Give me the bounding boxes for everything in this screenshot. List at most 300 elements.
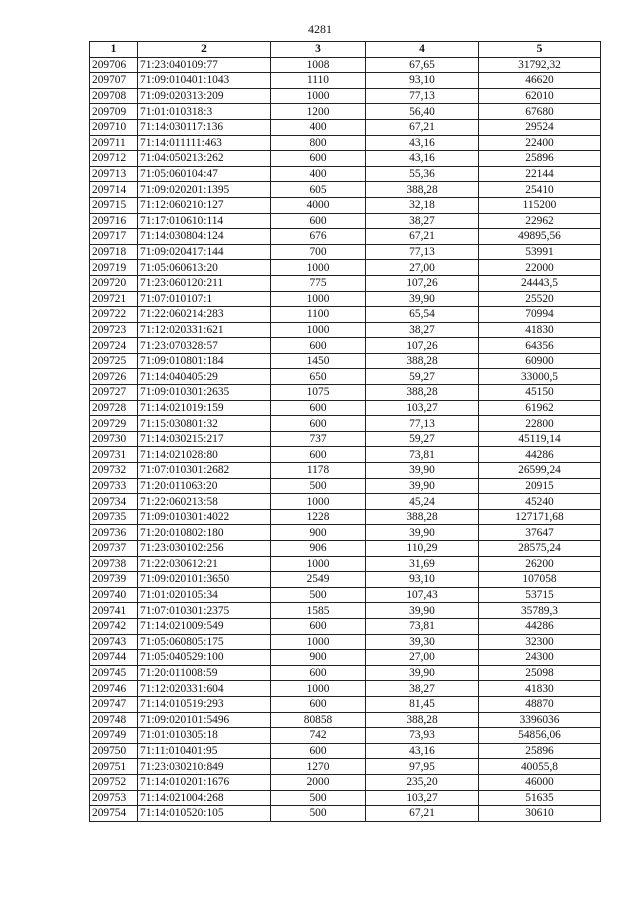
amount-value: 53715 <box>479 587 601 603</box>
row-id: 209708 <box>90 88 138 104</box>
row-id: 209747 <box>90 696 138 712</box>
row-id: 209753 <box>90 790 138 806</box>
rate-value: 38,27 <box>366 213 479 229</box>
table-row <box>90 774 601 790</box>
row-id: 209725 <box>90 353 138 369</box>
table-row <box>90 478 601 494</box>
cadastral-number: 71:14:021009:549 <box>138 618 271 634</box>
row-id: 209711 <box>90 135 138 151</box>
cadastral-number: 71:09:020201:1395 <box>138 182 271 198</box>
rate-value: 45,24 <box>366 494 479 510</box>
table-row <box>90 431 601 447</box>
cadastral-number: 71:09:010301:2635 <box>138 385 271 401</box>
rate-value: 67,65 <box>366 57 479 73</box>
area-value: 600 <box>271 665 366 681</box>
area-value: 600 <box>271 213 366 229</box>
amount-value: 127171,68 <box>479 509 601 525</box>
area-value: 650 <box>271 369 366 385</box>
area-value: 500 <box>271 587 366 603</box>
cadastral-number: 71:14:021028:80 <box>138 447 271 463</box>
table-row <box>90 119 601 135</box>
cadastral-number: 71:01:010318:3 <box>138 104 271 120</box>
table-row <box>90 712 601 728</box>
header-row <box>90 42 601 58</box>
rate-value: 39,90 <box>366 603 479 619</box>
area-value: 4000 <box>271 197 366 213</box>
area-value: 775 <box>271 275 366 291</box>
rate-value: 43,16 <box>366 151 479 167</box>
area-value: 1585 <box>271 603 366 619</box>
cadastral-number: 71:05:060104:47 <box>138 166 271 182</box>
cadastral-number: 71:14:021004:268 <box>138 790 271 806</box>
cadastral-number: 71:23:040109:77 <box>138 57 271 73</box>
table-row <box>90 229 601 245</box>
amount-value: 61962 <box>479 400 601 416</box>
rate-value: 388,28 <box>366 385 479 401</box>
row-id: 209752 <box>90 774 138 790</box>
table-body <box>90 57 601 821</box>
area-value: 900 <box>271 525 366 541</box>
rate-value: 67,21 <box>366 806 479 822</box>
row-id: 209750 <box>90 743 138 759</box>
table-row <box>90 525 601 541</box>
rate-value: 39,30 <box>366 634 479 650</box>
row-id: 209721 <box>90 291 138 307</box>
cadastral-number: 71:22:060214:283 <box>138 307 271 323</box>
row-id: 209735 <box>90 509 138 525</box>
cadastral-number: 71:17:010610:114 <box>138 213 271 229</box>
cadastral-number: 71:22:030612:21 <box>138 556 271 572</box>
rate-value: 77,13 <box>366 416 479 432</box>
amount-value: 70994 <box>479 307 601 323</box>
rate-value: 59,27 <box>366 369 479 385</box>
rate-value: 39,90 <box>366 291 479 307</box>
rate-value: 107,43 <box>366 587 479 603</box>
area-value: 2000 <box>271 774 366 790</box>
table-row <box>90 197 601 213</box>
cadastral-number: 71:20:010802:180 <box>138 525 271 541</box>
amount-value: 46620 <box>479 73 601 89</box>
cadastral-number: 71:14:010520:105 <box>138 806 271 822</box>
table-row <box>90 275 601 291</box>
amount-value: 28575,24 <box>479 541 601 557</box>
cadastral-number: 71:07:010301:2682 <box>138 463 271 479</box>
cadastral-number: 71:14:030804:124 <box>138 229 271 245</box>
row-id: 209724 <box>90 338 138 354</box>
amount-value: 24443,5 <box>479 275 601 291</box>
row-id: 209751 <box>90 759 138 775</box>
cadastral-number: 71:14:010201:1676 <box>138 774 271 790</box>
area-value: 742 <box>271 728 366 744</box>
amount-value: 25896 <box>479 743 601 759</box>
table-row <box>90 728 601 744</box>
rate-value: 110,29 <box>366 541 479 557</box>
row-id: 209748 <box>90 712 138 728</box>
column-header: 1 <box>90 42 138 58</box>
row-id: 209719 <box>90 260 138 276</box>
cadastral-number: 71:23:070328:57 <box>138 338 271 354</box>
area-value: 700 <box>271 244 366 260</box>
rate-value: 388,28 <box>366 182 479 198</box>
cadastral-number: 71:09:010301:4022 <box>138 509 271 525</box>
area-value: 1000 <box>271 681 366 697</box>
row-id: 209743 <box>90 634 138 650</box>
area-value: 800 <box>271 135 366 151</box>
area-value: 1000 <box>271 88 366 104</box>
cadastral-number: 71:14:030117:136 <box>138 119 271 135</box>
amount-value: 44286 <box>479 447 601 463</box>
amount-value: 45240 <box>479 494 601 510</box>
row-id: 209726 <box>90 369 138 385</box>
table-row <box>90 244 601 260</box>
area-value: 80858 <box>271 712 366 728</box>
rate-value: 107,26 <box>366 338 479 354</box>
amount-value: 67680 <box>479 104 601 120</box>
table-row <box>90 463 601 479</box>
area-value: 737 <box>271 431 366 447</box>
cadastral-number: 71:14:010519:293 <box>138 696 271 712</box>
rate-value: 59,27 <box>366 431 479 447</box>
row-id: 209720 <box>90 275 138 291</box>
table-row <box>90 572 601 588</box>
area-value: 1000 <box>271 556 366 572</box>
amount-value: 107058 <box>479 572 601 588</box>
area-value: 1178 <box>271 463 366 479</box>
table-row <box>90 353 601 369</box>
amount-value: 41830 <box>479 681 601 697</box>
area-value: 1450 <box>271 353 366 369</box>
amount-value: 31792,32 <box>479 57 601 73</box>
rate-value: 27,00 <box>366 650 479 666</box>
cadastral-number: 71:12:020331:604 <box>138 681 271 697</box>
row-id: 209715 <box>90 197 138 213</box>
cadastral-number: 71:14:011111:463 <box>138 135 271 151</box>
rate-value: 97,95 <box>366 759 479 775</box>
rate-value: 93,10 <box>366 73 479 89</box>
table-row <box>90 494 601 510</box>
rate-value: 39,90 <box>366 665 479 681</box>
row-id: 209713 <box>90 166 138 182</box>
area-value: 600 <box>271 743 366 759</box>
table-row <box>90 541 601 557</box>
cadastral-number: 71:14:021019:159 <box>138 400 271 416</box>
amount-value: 37647 <box>479 525 601 541</box>
row-id: 209728 <box>90 400 138 416</box>
cadastral-number: 71:07:010301:2375 <box>138 603 271 619</box>
table-row <box>90 618 601 634</box>
row-id: 209732 <box>90 463 138 479</box>
rate-value: 388,28 <box>366 353 479 369</box>
table-row <box>90 806 601 822</box>
table-row <box>90 135 601 151</box>
area-value: 1200 <box>271 104 366 120</box>
table-row <box>90 57 601 73</box>
rate-value: 103,27 <box>366 400 479 416</box>
row-id: 209738 <box>90 556 138 572</box>
amount-value: 22144 <box>479 166 601 182</box>
column-header: 4 <box>366 42 479 58</box>
table-row <box>90 73 601 89</box>
row-id: 209746 <box>90 681 138 697</box>
amount-value: 44286 <box>479 618 601 634</box>
amount-value: 49895,56 <box>479 229 601 245</box>
row-id: 209736 <box>90 525 138 541</box>
rate-value: 235,20 <box>366 774 479 790</box>
rate-value: 73,93 <box>366 728 479 744</box>
table-row <box>90 743 601 759</box>
column-header: 3 <box>271 42 366 58</box>
table-row <box>90 603 601 619</box>
row-id: 209710 <box>90 119 138 135</box>
area-value: 1110 <box>271 73 366 89</box>
amount-value: 45119,14 <box>479 431 601 447</box>
rate-value: 77,13 <box>366 244 479 260</box>
amount-value: 26200 <box>479 556 601 572</box>
row-id: 209744 <box>90 650 138 666</box>
area-value: 400 <box>271 119 366 135</box>
row-id: 209740 <box>90 587 138 603</box>
table-row <box>90 556 601 572</box>
table-row <box>90 166 601 182</box>
cadastral-number: 71:09:020101:3650 <box>138 572 271 588</box>
rate-value: 388,28 <box>366 712 479 728</box>
rate-value: 67,21 <box>366 119 479 135</box>
cadastral-number: 71:23:030210:849 <box>138 759 271 775</box>
rate-value: 56,40 <box>366 104 479 120</box>
table-row <box>90 650 601 666</box>
table-row <box>90 759 601 775</box>
table-row <box>90 151 601 167</box>
row-id: 209731 <box>90 447 138 463</box>
rate-value: 39,90 <box>366 478 479 494</box>
row-id: 209745 <box>90 665 138 681</box>
rate-value: 38,27 <box>366 322 479 338</box>
row-id: 209706 <box>90 57 138 73</box>
table-row <box>90 291 601 307</box>
cadastral-number: 71:01:020105:34 <box>138 587 271 603</box>
rate-value: 77,13 <box>366 88 479 104</box>
row-id: 209723 <box>90 322 138 338</box>
cadastral-number: 71:23:060120:211 <box>138 275 271 291</box>
table-row <box>90 634 601 650</box>
row-id: 209734 <box>90 494 138 510</box>
cadastral-number: 71:12:020331:621 <box>138 322 271 338</box>
area-value: 1100 <box>271 307 366 323</box>
area-value: 1000 <box>271 634 366 650</box>
amount-value: 54856,06 <box>479 728 601 744</box>
rate-value: 388,28 <box>366 509 479 525</box>
area-value: 500 <box>271 478 366 494</box>
cadastral-number: 71:09:020101:5496 <box>138 712 271 728</box>
table-row <box>90 447 601 463</box>
cadastral-number: 71:05:060613:20 <box>138 260 271 276</box>
row-id: 209733 <box>90 478 138 494</box>
table-row <box>90 369 601 385</box>
data-table <box>89 41 601 822</box>
cadastral-number: 71:20:011008:59 <box>138 665 271 681</box>
table-row <box>90 790 601 806</box>
area-value: 1000 <box>271 494 366 510</box>
column-header: 5 <box>479 42 601 58</box>
table-row <box>90 509 601 525</box>
area-value: 600 <box>271 447 366 463</box>
table-row <box>90 322 601 338</box>
amount-value: 20915 <box>479 478 601 494</box>
column-header: 2 <box>138 42 271 58</box>
amount-value: 25410 <box>479 182 601 198</box>
amount-value: 25098 <box>479 665 601 681</box>
row-id: 209718 <box>90 244 138 260</box>
table-row <box>90 213 601 229</box>
cadastral-number: 71:01:010305:18 <box>138 728 271 744</box>
area-value: 600 <box>271 338 366 354</box>
table-row <box>90 696 601 712</box>
cadastral-number: 71:09:020313:209 <box>138 88 271 104</box>
area-value: 600 <box>271 618 366 634</box>
amount-value: 40055,8 <box>479 759 601 775</box>
amount-value: 22000 <box>479 260 601 276</box>
area-value: 1228 <box>271 509 366 525</box>
rate-value: 27,00 <box>366 260 479 276</box>
table-row <box>90 385 601 401</box>
page-number: 4281 <box>308 22 332 36</box>
table-row <box>90 104 601 120</box>
cadastral-number: 71:09:010801:184 <box>138 353 271 369</box>
cadastral-number: 71:22:060213:58 <box>138 494 271 510</box>
row-id: 209730 <box>90 431 138 447</box>
area-value: 600 <box>271 151 366 167</box>
amount-value: 53991 <box>479 244 601 260</box>
cadastral-number: 71:23:030102:256 <box>138 541 271 557</box>
area-value: 600 <box>271 696 366 712</box>
rate-value: 43,16 <box>366 743 479 759</box>
cadastral-number: 71:15:030801:32 <box>138 416 271 432</box>
amount-value: 3396036 <box>479 712 601 728</box>
amount-value: 22962 <box>479 213 601 229</box>
row-id: 209717 <box>90 229 138 245</box>
table-row <box>90 182 601 198</box>
amount-value: 41830 <box>479 322 601 338</box>
table-row <box>90 681 601 697</box>
rate-value: 73,81 <box>366 447 479 463</box>
row-id: 209754 <box>90 806 138 822</box>
area-value: 600 <box>271 400 366 416</box>
rate-value: 65,54 <box>366 307 479 323</box>
amount-value: 60900 <box>479 353 601 369</box>
amount-value: 115200 <box>479 197 601 213</box>
amount-value: 25896 <box>479 151 601 167</box>
rate-value: 38,27 <box>366 681 479 697</box>
amount-value: 26599,24 <box>479 463 601 479</box>
row-id: 209716 <box>90 213 138 229</box>
row-id: 209722 <box>90 307 138 323</box>
cadastral-number: 71:20:011063:20 <box>138 478 271 494</box>
row-id: 209707 <box>90 73 138 89</box>
area-value: 2549 <box>271 572 366 588</box>
rate-value: 93,10 <box>366 572 479 588</box>
rate-value: 39,90 <box>366 525 479 541</box>
amount-value: 29524 <box>479 119 601 135</box>
rate-value: 81,45 <box>366 696 479 712</box>
table-row <box>90 416 601 432</box>
amount-value: 22400 <box>479 135 601 151</box>
cadastral-number: 71:04:050213:262 <box>138 151 271 167</box>
table-row <box>90 587 601 603</box>
amount-value: 24300 <box>479 650 601 666</box>
rate-value: 67,21 <box>366 229 479 245</box>
cadastral-number: 71:14:040405:29 <box>138 369 271 385</box>
area-value: 1000 <box>271 260 366 276</box>
cadastral-number: 71:07:010107:1 <box>138 291 271 307</box>
row-id: 209729 <box>90 416 138 432</box>
area-value: 500 <box>271 790 366 806</box>
cadastral-number: 71:12:060210:127 <box>138 197 271 213</box>
amount-value: 51635 <box>479 790 601 806</box>
area-value: 400 <box>271 166 366 182</box>
cadastral-number: 71:09:010401:1043 <box>138 73 271 89</box>
amount-value: 45150 <box>479 385 601 401</box>
area-value: 1008 <box>271 57 366 73</box>
rate-value: 107,26 <box>366 275 479 291</box>
cadastral-number: 71:05:060805:175 <box>138 634 271 650</box>
amount-value: 35789,3 <box>479 603 601 619</box>
table-row <box>90 88 601 104</box>
rate-value: 39,90 <box>366 463 479 479</box>
table-row <box>90 400 601 416</box>
table-row <box>90 260 601 276</box>
rate-value: 73,81 <box>366 618 479 634</box>
row-id: 209712 <box>90 151 138 167</box>
cadastral-number: 71:11:010401:95 <box>138 743 271 759</box>
cadastral-number: 71:09:020417:144 <box>138 244 271 260</box>
table-row <box>90 307 601 323</box>
area-value: 1000 <box>271 291 366 307</box>
row-id: 209714 <box>90 182 138 198</box>
area-value: 1075 <box>271 385 366 401</box>
row-id: 209737 <box>90 541 138 557</box>
area-value: 600 <box>271 416 366 432</box>
row-id: 209741 <box>90 603 138 619</box>
area-value: 500 <box>271 806 366 822</box>
row-id: 209709 <box>90 104 138 120</box>
area-value: 676 <box>271 229 366 245</box>
row-id: 209727 <box>90 385 138 401</box>
area-value: 906 <box>271 541 366 557</box>
row-id: 209749 <box>90 728 138 744</box>
amount-value: 46000 <box>479 774 601 790</box>
area-value: 605 <box>271 182 366 198</box>
amount-value: 25520 <box>479 291 601 307</box>
cadastral-number: 71:14:030215:217 <box>138 431 271 447</box>
amount-value: 48870 <box>479 696 601 712</box>
amount-value: 62010 <box>479 88 601 104</box>
rate-value: 31,69 <box>366 556 479 572</box>
area-value: 900 <box>271 650 366 666</box>
rate-value: 55,36 <box>366 166 479 182</box>
cadastral-number: 71:05:040529:100 <box>138 650 271 666</box>
row-id: 209739 <box>90 572 138 588</box>
row-id: 209742 <box>90 618 138 634</box>
amount-value: 30610 <box>479 806 601 822</box>
amount-value: 64356 <box>479 338 601 354</box>
area-value: 1270 <box>271 759 366 775</box>
rate-value: 32,18 <box>366 197 479 213</box>
area-value: 1000 <box>271 322 366 338</box>
amount-value: 22800 <box>479 416 601 432</box>
amount-value: 32300 <box>479 634 601 650</box>
rate-value: 43,16 <box>366 135 479 151</box>
amount-value: 33000,5 <box>479 369 601 385</box>
